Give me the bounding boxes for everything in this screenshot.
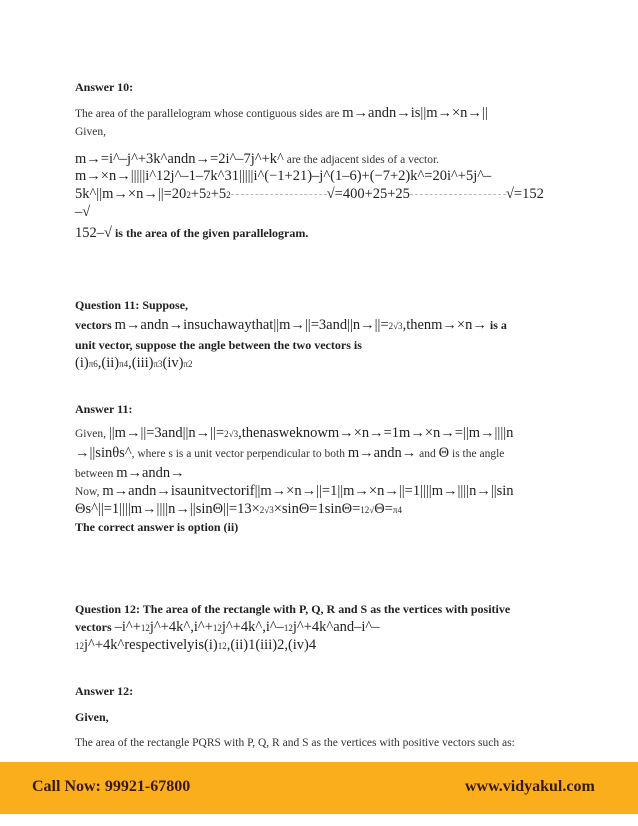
answer-11-line-5: Θs^||=1||||m→||||n→||sinΘ||=13×2√3×sinΘ=1sinΘ=12√Θ=π4: [75, 501, 402, 517]
question-12-line-1: Question 12: The area of the rectangle with P, Q, R and S as the vertices with positive: [75, 602, 511, 616]
answer-11-correct-option: The correct answer is option (ii): [75, 520, 239, 534]
answer-10-intro: The area of the parallelogram whose contiguous sides are m→andn→is||m→×n→||: [75, 105, 488, 121]
answer-12-given: Given,: [75, 710, 109, 724]
answer-11-line-4: Now, m→andn→isaunitvectorif||m→×n→||=1||m→×n→||=1||||m→||||n→||sin: [75, 483, 514, 499]
answer-10-line-3: 5k^||m→×n→||=202+52+52 √=400+25+25 √=152: [75, 186, 544, 202]
question-11-line-2: unit vector, suppose the angle between the two vectors is: [75, 338, 362, 352]
question-12-line-3: 12j^+4k^respectivelyis(i)12,(ii)1(iii)2,(iv)4: [75, 637, 317, 653]
question-11-line-1: vectors m→andn→insuchawaythat||m→||=3and||n→||=2√3,thenm→×n→ is a: [75, 317, 507, 333]
answer-10-line-4: –√: [75, 204, 91, 220]
website-link[interactable]: www.vidyakul.com: [465, 778, 595, 795]
footer-banner: [0, 762, 638, 814]
question-11-heading: Question 11: Suppose,: [75, 298, 189, 312]
call-now-phone[interactable]: Call Now: 99921-67800: [32, 778, 191, 795]
answer-10-given: Given,: [75, 126, 106, 138]
answer-12-heading: Answer 12:: [75, 684, 134, 698]
answer-10-conclusion: 152–√ is the area of the given parallelogram.: [75, 225, 309, 241]
answer-12-text: The area of the rectangle PQRS with P, Q, R and S as the vertices with positive vectors such as:: [75, 737, 515, 749]
question-11-options: (i)π6,(ii)π4,(iii)π3(iv)π2: [75, 355, 193, 371]
answer-11-line-1: Given, ||m→||=3and||n→||=2√3,thenasweknowm→×n→=1m→×n→=||m→||||n: [75, 425, 514, 441]
answer-11-line-3: between m→andn→: [75, 465, 185, 481]
answer-11-line-2: →||sinθs^, where s is a unit vector perpendicular to both m→andn→ and Θ is the angle: [75, 445, 505, 461]
answer-10-heading: Answer 10:: [75, 80, 134, 94]
question-12-line-2: vectors –i^+12j^+4k^,i^+12j^+4k^,i^–12j^+4k^and–i^–: [75, 619, 380, 635]
answer-10-line-1: m→=i^–j^+3k^andn→=2i^–7j^+k^ are the adjacent sides of a vector.: [75, 151, 440, 167]
answer-11-heading: Answer 11:: [75, 402, 133, 416]
answer-10-line-2: m→×n→|||||i^12j^–1–7k^31|||||i^(−1+21)–j^(1–6)+(−7+2)k^=20i^+5j^–: [75, 168, 492, 184]
